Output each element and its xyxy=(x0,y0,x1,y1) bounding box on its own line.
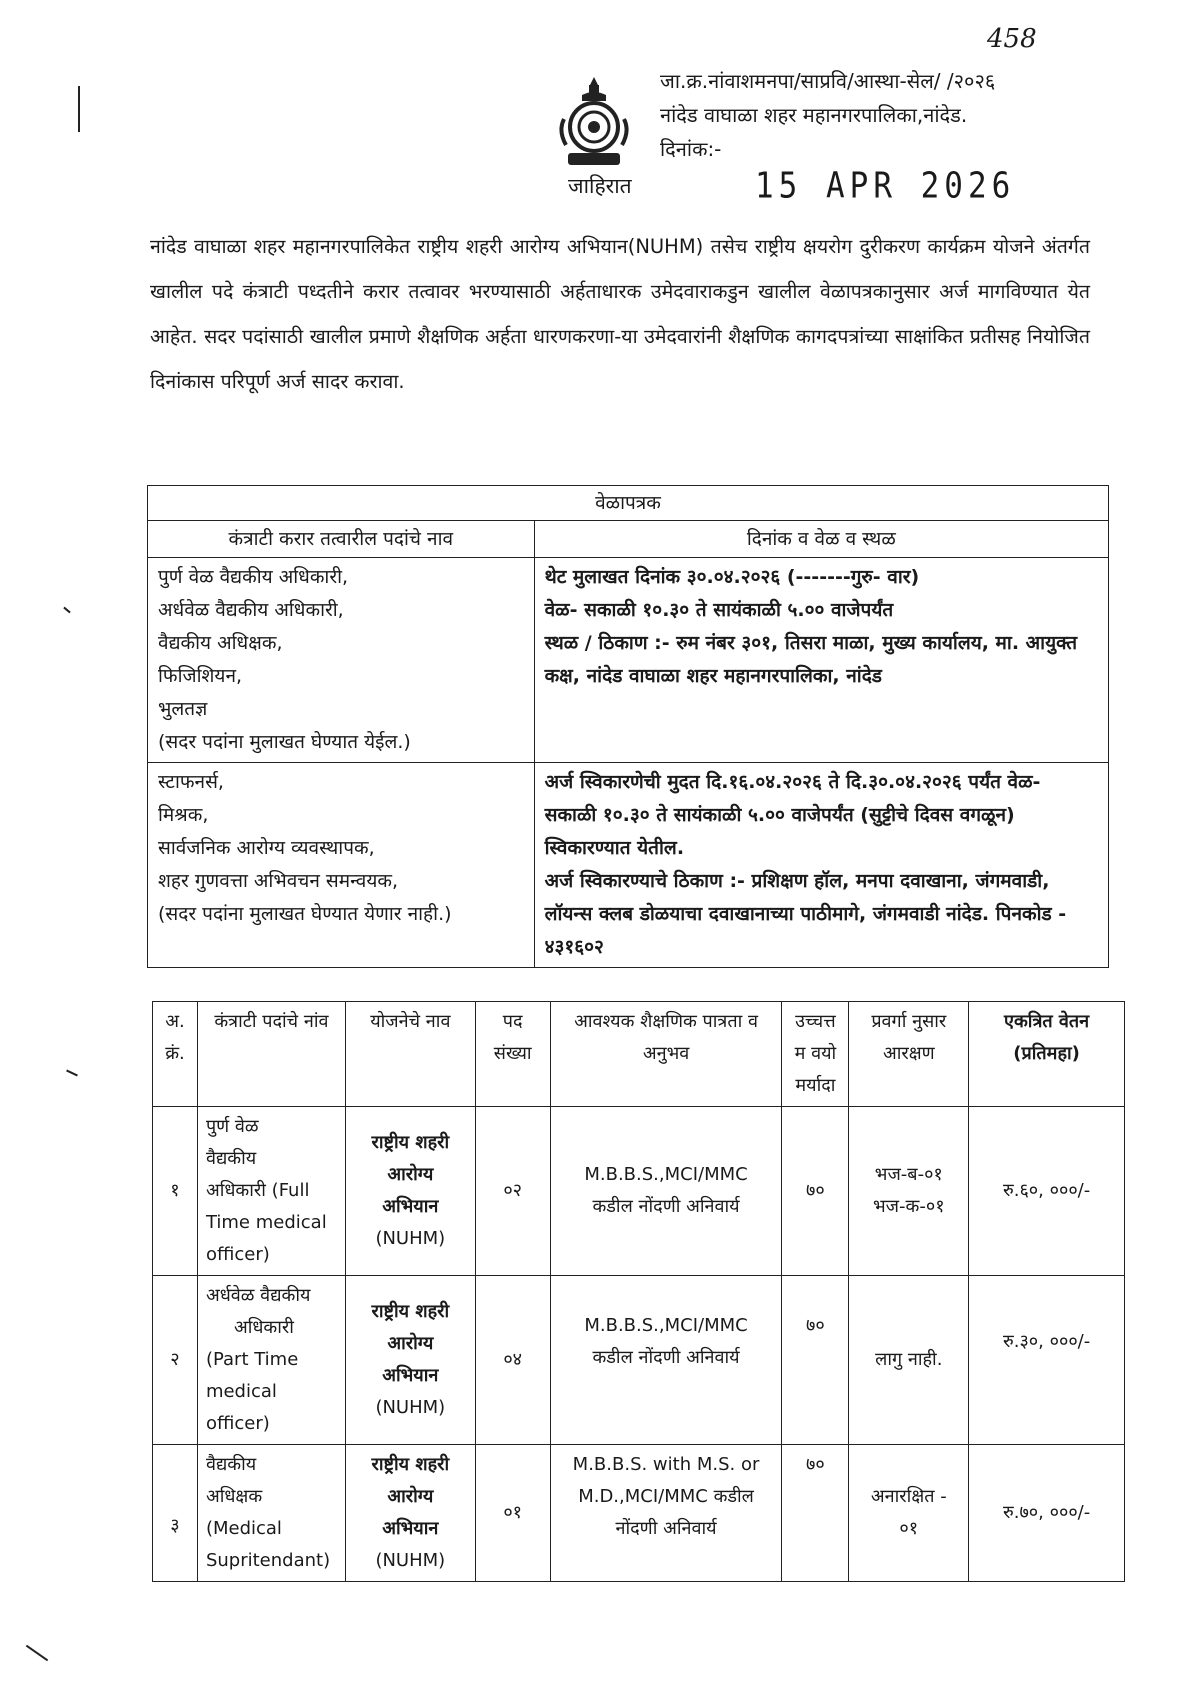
reservation-cell xyxy=(849,1107,969,1276)
schedule-details-cell xyxy=(534,558,1108,763)
scheme-line: अभियान xyxy=(382,1196,439,1217)
count-cell: ०१ xyxy=(475,1445,550,1582)
post-name: वैद्यकीय अधिक्षक, xyxy=(158,632,283,654)
post-line: वैद्यकीय xyxy=(205,1454,257,1475)
post-line: वैद्यकीय xyxy=(205,1148,257,1169)
scheme-line: अभियान xyxy=(382,1365,439,1386)
reservation-line: अनारक्षित - xyxy=(870,1486,947,1507)
reservation-line: भज-ब-०१ xyxy=(874,1164,943,1185)
post-line: (Part Time xyxy=(205,1349,299,1370)
qualification-cell xyxy=(550,1107,782,1276)
post-line: (Medical xyxy=(205,1518,282,1539)
margin-mark xyxy=(26,1645,48,1662)
qualification-line: कडील नोंदणी अनिवार्य xyxy=(592,1347,740,1368)
date-label: दिनांक:- xyxy=(660,137,722,161)
age-cell: ७० xyxy=(782,1276,849,1445)
sr-cell: ३ xyxy=(153,1445,198,1582)
advertisement-label: जाहिरात xyxy=(568,174,632,198)
qualification-line: M.B.B.S. with M.S. or xyxy=(572,1454,760,1475)
header-sr: अ. क्रं. xyxy=(153,1002,198,1107)
post-line: अर्धवेळ वैद्यकीय xyxy=(205,1285,311,1306)
qualification-cell xyxy=(550,1276,782,1445)
post-line: officer) xyxy=(205,1244,270,1265)
post-name: स्टाफनर्स, xyxy=(158,771,224,793)
scheme-line: राष्ट्रीय शहरी xyxy=(371,1301,450,1322)
qualification-cell xyxy=(550,1445,782,1582)
post-line: अधिकारी xyxy=(233,1317,294,1338)
municipal-emblem-icon xyxy=(556,75,632,170)
count-cell: ०२ xyxy=(475,1107,550,1276)
salary-cell: रु.३०, ०००/- xyxy=(969,1276,1125,1445)
schedule-posts-cell xyxy=(148,558,535,763)
interview-note: (सदर पदांना मुलाखत घेण्यात येईल.) xyxy=(158,731,411,753)
margin-mark xyxy=(66,1070,78,1077)
posts-header-row xyxy=(153,1002,1125,1107)
posts-table xyxy=(152,1001,1125,1582)
application-venue: अर्ज स्विकारण्याचे ठिकाण :- प्रशिक्षण हॉल, मनपा दवाखाना, जंगमवाडी, लॉयन्स क्लब डोळयाचा दवाखानाच्या पाठीमागे, जंगमवाडी नांदेड. पिनकोड - ४३१६०२ xyxy=(544,870,1067,958)
scheme-cell xyxy=(345,1445,475,1582)
reservation-cell xyxy=(849,1445,969,1582)
table-row xyxy=(153,1276,1125,1445)
age-cell: ७० xyxy=(782,1107,849,1276)
reservation-line: ०१ xyxy=(899,1518,919,1539)
scheme-line: आरोग्य xyxy=(387,1486,434,1507)
margin-mark xyxy=(78,86,80,132)
reservation-line: लागु नाही. xyxy=(875,1349,943,1370)
scheme-cell xyxy=(345,1107,475,1276)
table-row xyxy=(153,1107,1125,1276)
sr-cell: २ xyxy=(153,1276,198,1445)
post-name: अर्धवेळ वैद्यकीय अधिकारी, xyxy=(158,599,344,621)
header-count: पद संख्या xyxy=(475,1002,550,1107)
scheme-line: आरोग्य xyxy=(387,1164,434,1185)
post-line: Supritendant) xyxy=(205,1550,331,1571)
post-cell xyxy=(197,1276,345,1445)
interview-date: थेट मुलाखत दिनांक ३०.०४.२०२६ (-------गुरु- वार) xyxy=(544,566,920,588)
salary-cell: रु.७०, ०००/- xyxy=(969,1445,1125,1582)
salary-cell: रु.६०, ०००/- xyxy=(969,1107,1125,1276)
post-name: सार्वजनिक आरोग्य व्यवस्थापक, xyxy=(158,837,375,859)
sr-cell: १ xyxy=(153,1107,198,1276)
header-scheme: योजनेचे नाव xyxy=(345,1002,475,1107)
post-name: मिश्रक, xyxy=(158,804,209,826)
post-line: अधिकारी (Full xyxy=(205,1180,310,1201)
schedule-row xyxy=(148,558,1109,763)
post-line: अधिक्षक xyxy=(205,1486,263,1507)
scheme-line: राष्ट्रीय शहरी xyxy=(371,1132,450,1153)
qualification-line: M.D.,MCI/MMC कडील xyxy=(578,1486,754,1507)
post-cell xyxy=(197,1445,345,1582)
header-qualification: आवश्यक शैक्षणिक पात्रता व अनुभव xyxy=(550,1002,782,1107)
page-number: 458 xyxy=(987,24,1037,54)
post-line: medical xyxy=(205,1381,277,1402)
scheme-line: अभियान xyxy=(382,1518,439,1539)
scheme-cell xyxy=(345,1276,475,1445)
application-period: अर्ज स्विकारणेची मुदत दि.१६.०४.२०२६ ते दि.३०.०४.२०२६ पर्यंत वेळ- सकाळी १०.३० ते सायंकाळी ५.०० वाजेपर्यंत (सुट्टीचे दिवस वगळून) स्विकारण्यात येतील. xyxy=(544,771,1041,859)
header-post: कंत्राटी पदांचे नांव xyxy=(197,1002,345,1107)
intro-paragraph: नांदेड वाघाळा शहर महानगरपालिकेत राष्ट्रीय शहरी आरोग्य अभियान(NUHM) तसेच राष्ट्रीय क्षयरोग दुरीकरण कार्यक्रम योजने अंतर्गत खालील पदे कंत्राटी पध्दतीने करार तत्वावर भरण्यासाठी अर्हताधारक उमेदवाराकडुन खालील वेळापत्रकानुसार अर्ज मागविण्यात येत आहेत. सदर पदांसाठी खालील प्रमाणे शैक्षणिक अर्हता धारणकरणा-या उमेदवारांनी शैक्षणिक कागदपत्रांच्या साक्षांकित प्रतीसह नियोजित दिनांकास परिपूर्ण अर्ज सादर करावा. xyxy=(150,235,1090,393)
post-line: पुर्ण वेळ xyxy=(205,1116,259,1137)
interview-time: वेळ- सकाळी १०.३० ते सायंकाळी ५.०० वाजेपर्यंत xyxy=(544,599,894,621)
scheme-line: राष्ट्रीय शहरी xyxy=(371,1454,450,1475)
post-name: भुलतज्ञ xyxy=(158,698,208,720)
qualification-line: नोंदणी अनिवार्य xyxy=(615,1518,717,1539)
scheme-line: (NUHM) xyxy=(375,1397,446,1418)
reference-block xyxy=(660,64,995,166)
scheme-line: आरोग्य xyxy=(387,1333,434,1354)
interview-note: (सदर पदांना मुलाखत घेण्यात येणार नाही.) xyxy=(158,903,452,925)
reference-number: जा.क्र.नांवाशमनपा/साप्रवि/आस्था-सेल/ /२०२६ xyxy=(660,69,996,93)
header-age: उच्चत्त म वयो मर्यादा xyxy=(782,1002,849,1107)
header-reservation: प्रवर्गा नुसार आरक्षण xyxy=(849,1002,969,1107)
reservation-cell xyxy=(849,1276,969,1445)
post-line: Time medical xyxy=(205,1212,327,1233)
table-row xyxy=(153,1445,1125,1582)
schedule-details-cell xyxy=(534,763,1108,968)
interview-venue: स्थळ / ठिकाण :- रुम नंबर ३०१, तिसरा माळा, मुख्य कार्यालय, मा. आयुक्त कक्ष, नांदेड वाघाळा शहर महानगरपालिका, नांदेड xyxy=(544,632,1078,687)
schedule-row xyxy=(148,763,1109,968)
header-salary: एकत्रित वेतन (प्रतिमहा) xyxy=(969,1002,1125,1107)
qualification-line: M.B.B.S.,MCI/MMC xyxy=(584,1164,748,1185)
scheme-line: (NUHM) xyxy=(375,1228,446,1249)
scheme-line: (NUHM) xyxy=(375,1550,446,1571)
organisation-name: नांदेड वाघाळा शहर महानगरपालिका,नांदेड. xyxy=(660,103,968,127)
schedule-table xyxy=(147,485,1109,968)
post-line: officer) xyxy=(205,1413,270,1434)
schedule-posts-cell xyxy=(148,763,535,968)
post-name: फिजिशियन, xyxy=(158,665,243,687)
post-name: पुर्ण वेळ वैद्यकीय अधिकारी, xyxy=(158,566,349,588)
count-cell: ०४ xyxy=(475,1276,550,1445)
margin-mark xyxy=(63,607,70,614)
post-name: शहर गुणवत्ता अभिवचन समन्वयक, xyxy=(158,870,399,892)
post-cell xyxy=(197,1107,345,1276)
schedule-header-posts: कंत्राटी करार तत्वारील पदांचे नाव xyxy=(148,521,535,558)
schedule-header-details: दिनांक व वेळ व स्थळ xyxy=(534,521,1108,558)
schedule-title: वेळापत्रक xyxy=(148,486,1109,521)
date-stamp: 15 APR 2026 xyxy=(755,165,1016,207)
qualification-line: M.B.B.S.,MCI/MMC xyxy=(584,1315,748,1336)
qualification-line: कडील नोंदणी अनिवार्य xyxy=(592,1196,740,1217)
reservation-line: भज-क-०१ xyxy=(873,1196,945,1217)
age-cell: ७० xyxy=(782,1445,849,1582)
